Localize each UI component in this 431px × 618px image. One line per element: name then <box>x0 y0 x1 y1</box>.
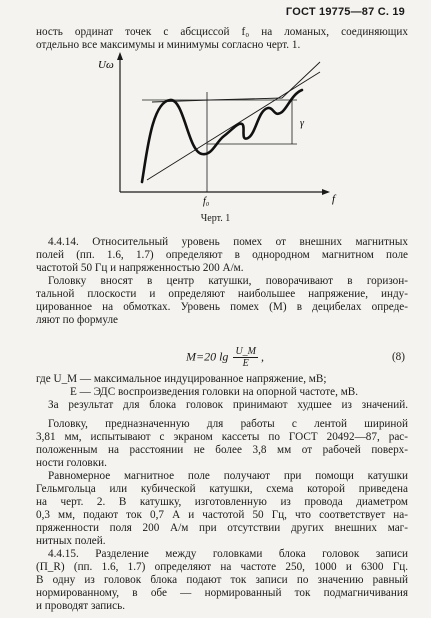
x-axis-arrow <box>322 189 330 195</box>
text-line: на черт. 2. В катушку, изготовленную из провода диаметром <box>36 496 408 508</box>
text-line: 4.4.15. Разделение между головками блока головок записи <box>48 548 408 560</box>
formula-numerator: U_M <box>235 346 256 357</box>
text-line: E — ЭДС воспроизведения головки на опорной частоте, мВ. <box>70 386 359 398</box>
text-line: нитных полей. <box>36 535 106 547</box>
equation-number: (8) <box>391 351 405 363</box>
text-line: В одну из головок блока подают ток записи по значению равный <box>36 574 408 586</box>
text-line: где U_M — максимальное индуцированное напряжение, мВ; <box>36 373 327 385</box>
gamma-mark: γ <box>300 118 304 129</box>
text-line: частотой 50 Гц и напряженностью 200 А/м. <box>36 262 244 274</box>
text-line: Равномерное магнитное поле получают при помощи катушки <box>48 470 408 482</box>
figure-caption: Черт. 1 <box>200 213 231 224</box>
text-line: ность ординат точек с абсциссой f₀ на ломаных, соединяющих <box>36 26 408 38</box>
text-line: пряженности поля 200 А/м при отсутствии других внешних маг- <box>36 522 408 534</box>
x-axis-label: f <box>332 193 336 205</box>
formula-fraction <box>233 346 258 369</box>
text-line: 0,3 мм, подают ток 0,7 А и частотой 50 Гц, что соответствует на- <box>36 509 408 521</box>
text-line: ности головки. <box>36 457 107 469</box>
minima-envelope <box>147 72 320 180</box>
text-line: Гельмгольца или кубической катушки, схема которой приведена <box>36 483 408 495</box>
text-line: цированное на обмотках. Уровень помех (M) в децибелах опреде- <box>36 301 408 313</box>
text-line: полей (пп. 1.6, 1.7) определяют в однородном магнитном поле <box>36 249 408 261</box>
text-line: и проводят запись. <box>36 600 126 612</box>
text-line: Головку вносят в центр катушки, поворачивают в горизон- <box>48 275 408 287</box>
text-line: 3,81 мм, испытывают с экраном кассеты по ГОСТ 20492—87, рас- <box>36 431 408 443</box>
y-axis-arrow <box>117 52 123 60</box>
text-line: 4.4.14. Относительный уровень помех от внешних магнитных <box>48 236 408 248</box>
text-line: (Π_R) (пп. 1.6, 1.7) определяют на частоте 250, 1000 и 6300 Гц. <box>36 561 408 573</box>
formula-tail: , <box>261 349 264 364</box>
formula-denominator: E <box>242 358 249 369</box>
text-line: За результат для блока головок принимают худшее из значений. <box>48 399 408 411</box>
text-line: ляют по формуле <box>36 314 118 326</box>
f0-tick-label: f₀ <box>203 196 210 207</box>
text-line: нормированному, в обе — нормированный ток подмагничивания <box>36 587 408 599</box>
formula <box>186 346 264 369</box>
text-line: Головку, предназначенную для работы с лентой шириной <box>48 418 408 430</box>
text-line: положенным на расстоянии не более 3,8 мм от рабочей поверх- <box>36 444 408 456</box>
response-graph <box>92 52 342 207</box>
page-header: ГОСТ 19775—87 С. 19 <box>285 6 405 18</box>
text-line: тальной плоскости и определяют наибольшее напряжение, инду- <box>36 288 408 300</box>
y-axis-label: Uω <box>98 59 114 71</box>
formula-lhs: M=20 lg <box>186 349 229 364</box>
text-line: отдельно все максимумы и минимумы согласно черт. 1. <box>36 39 301 51</box>
